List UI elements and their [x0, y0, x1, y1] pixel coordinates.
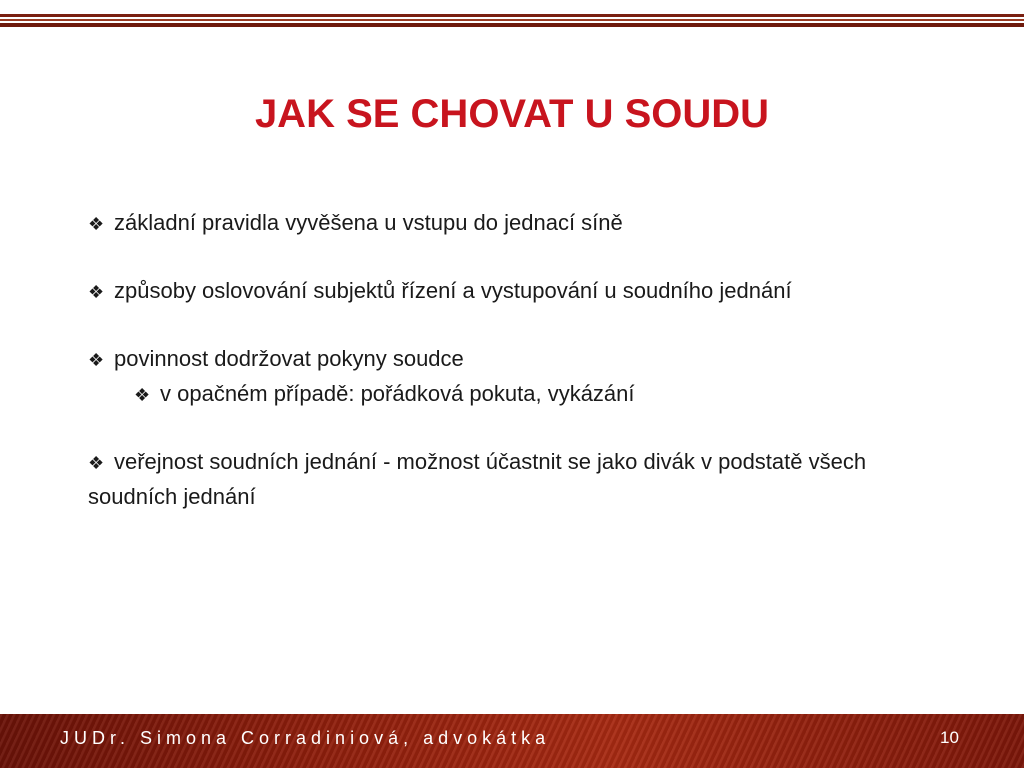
diamond-bullet-icon: ❖	[134, 385, 151, 405]
bullet-item	[88, 445, 948, 513]
band-line	[0, 14, 1024, 17]
bullet-text: základní pravidla vyvěšena u vstupu do jednací síně	[114, 210, 623, 235]
diamond-bullet-icon: ❖	[88, 350, 105, 370]
diamond-bullet-icon: ❖	[88, 453, 105, 473]
bullet-item	[88, 206, 948, 241]
page-number: 10	[940, 728, 959, 747]
bullet-item	[88, 342, 948, 377]
bullet-text: v opačném případě: pořádková pokuta, vykázání	[160, 381, 635, 406]
diamond-bullet-icon: ❖	[88, 282, 105, 302]
top-decorative-band	[0, 14, 1024, 28]
bullet-item	[88, 274, 948, 309]
bullet-text: povinnost dodržovat pokyny soudce	[114, 346, 464, 371]
diamond-bullet-icon: ❖	[88, 214, 105, 234]
bullet-text: způsoby oslovování subjektů řízení a vystupování u soudního jednání	[114, 278, 792, 303]
bullet-text: veřejnost soudních jednání - možnost účastnit se jako divák v podstatě všech soudních jednání	[88, 449, 867, 509]
band-line	[0, 23, 1024, 27]
footer-bar	[0, 714, 1024, 768]
footer-author: JUDr. Simona Corradiniová, advokátka	[60, 728, 551, 748]
slide-title: JAK SE CHOVAT U SOUDU	[254, 92, 770, 136]
band-line	[0, 19, 1024, 21]
sub-bullet-item	[88, 377, 948, 412]
bullet-list	[88, 206, 948, 513]
